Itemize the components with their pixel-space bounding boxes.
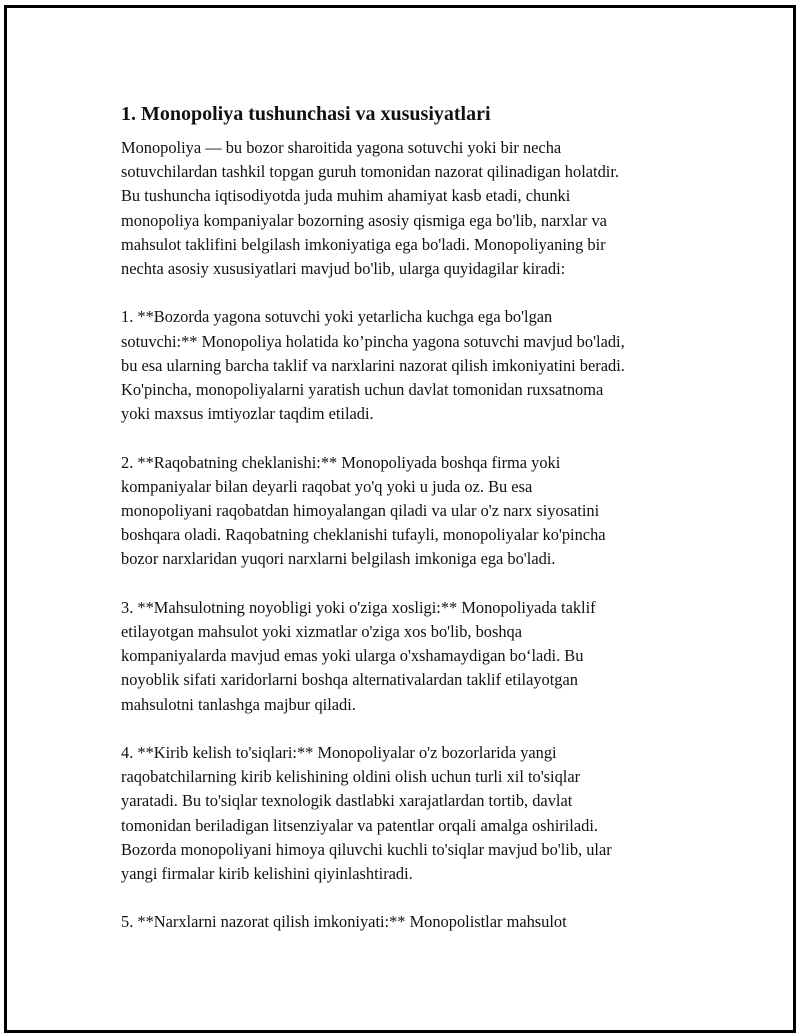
text-line: mahsulot taklifini belgilash imkoniyatiga ega bo'ladi. Monopoliyaning bir [121,234,606,254]
list-item-5 [121,910,701,934]
text-line: sotuvchi:** Monopoliya holatida ko’pincha yagona sotuvchi mavjud bo'ladi, [121,331,625,351]
text-line: tomonidan beriladigan litsenziyalar va patentlar orqali amalga oshiriladi. [121,815,598,835]
list-item-2 [121,451,701,572]
text-line: noyoblik sifati xaridorlarni boshqa alternativalardan taklif etilayotgan [121,670,578,690]
text-line: mahsulotni tanlashga majbur qiladi. [121,694,356,714]
text-line: nechta asosiy xususiyatlari mavjud bo'lib, ularga quyidagilar kiradi: [121,259,566,279]
text-line: monopoliya kompaniyalar bozorning asosiy qismiga ega bo'lib, narxlar va [121,210,607,230]
section-heading: 1. Monopoliya tushunchasi va xususiyatlari [121,103,491,125]
text-line: Bu tushuncha iqtisodiyotda juda muhim ahamiyat kasb etadi, chunki [121,186,571,206]
text-line: kompaniyalar bilan deyarli raqobat yo'q yoki u juda oz. Bu esa [121,476,533,496]
text-line: yangi firmalar kirib kelishini qiyinlashtiradi. [121,864,413,884]
list-item-1 [121,305,701,426]
text-line: boshqara oladi. Raqobatning cheklanishi tufayli, monopoliyalar ko'pincha [121,525,606,545]
list-item-4 [121,741,701,886]
text-line: etilayotgan mahsulot yoki xizmatlar o'ziga xos bo'lib, boshqa [121,622,523,642]
text-line: Ko'pincha, monopoliyalarni yaratish uchun davlat tomonidan ruxsatnoma [121,380,604,400]
text-line: 1. **Bozorda yagona sotuvchi yoki yetarlicha kuchga ega bo'lgan [121,307,553,327]
text-line: sotuvchilardan tashkil topgan guruh tomonidan nazorat qilinadigan holatdir. [121,162,619,182]
text-line: yoki maxsus imtiyozlar taqdim etiladi. [121,404,374,424]
text-line: 3. **Mahsulotning noyobligi yoki o'ziga xosligi:** Monopoliyada taklif [121,597,596,617]
text-line: monopoliyani raqobatdan himoyalangan qiladi va ular o'z narx siyosatini [121,501,600,521]
document-body [121,101,701,959]
text-line: raqobatchilarning kirib kelishining oldini olish uchun turli xil to'siqlar [121,767,581,787]
text-line: kompaniyalarda mavjud emas yoki ularga o'xshamaydigan bo‘ladi. Bu [121,646,584,666]
text-line: 4. **Kirib kelish to'siqlari:** Monopoliyalar o'z bozorlarida yangi [121,743,557,763]
text-line: Monopoliya — bu bozor sharoitida yagona sotuvchi yoki bir necha [121,138,562,157]
text-line: Bozorda monopoliyani himoya qiluvchi kuchli to'siqlar mavjud bo'lib, ular [121,839,612,859]
text-line: 2. **Raqobatning cheklanishi:** Monopoliyada boshqa firma yoki [121,452,561,472]
text-line: 5. **Narxlarni nazorat qilish imkoniyati:** Monopolistlar mahsulot [121,912,567,932]
intro-paragraph [121,136,701,281]
list-item-3 [121,596,701,717]
text-line: bu esa ularning barcha taklif va narxlarini nazorat qilish imkoniyatini beradi. [121,355,625,375]
page-frame [4,5,796,1033]
text-line: bozor narxlaridan yuqori narxlarni belgilash imkoniga ega bo'ladi. [121,549,556,569]
text-line: yaratadi. Bu to'siqlar texnologik dastlabki xarajatlardan tortib, davlat [121,791,573,811]
